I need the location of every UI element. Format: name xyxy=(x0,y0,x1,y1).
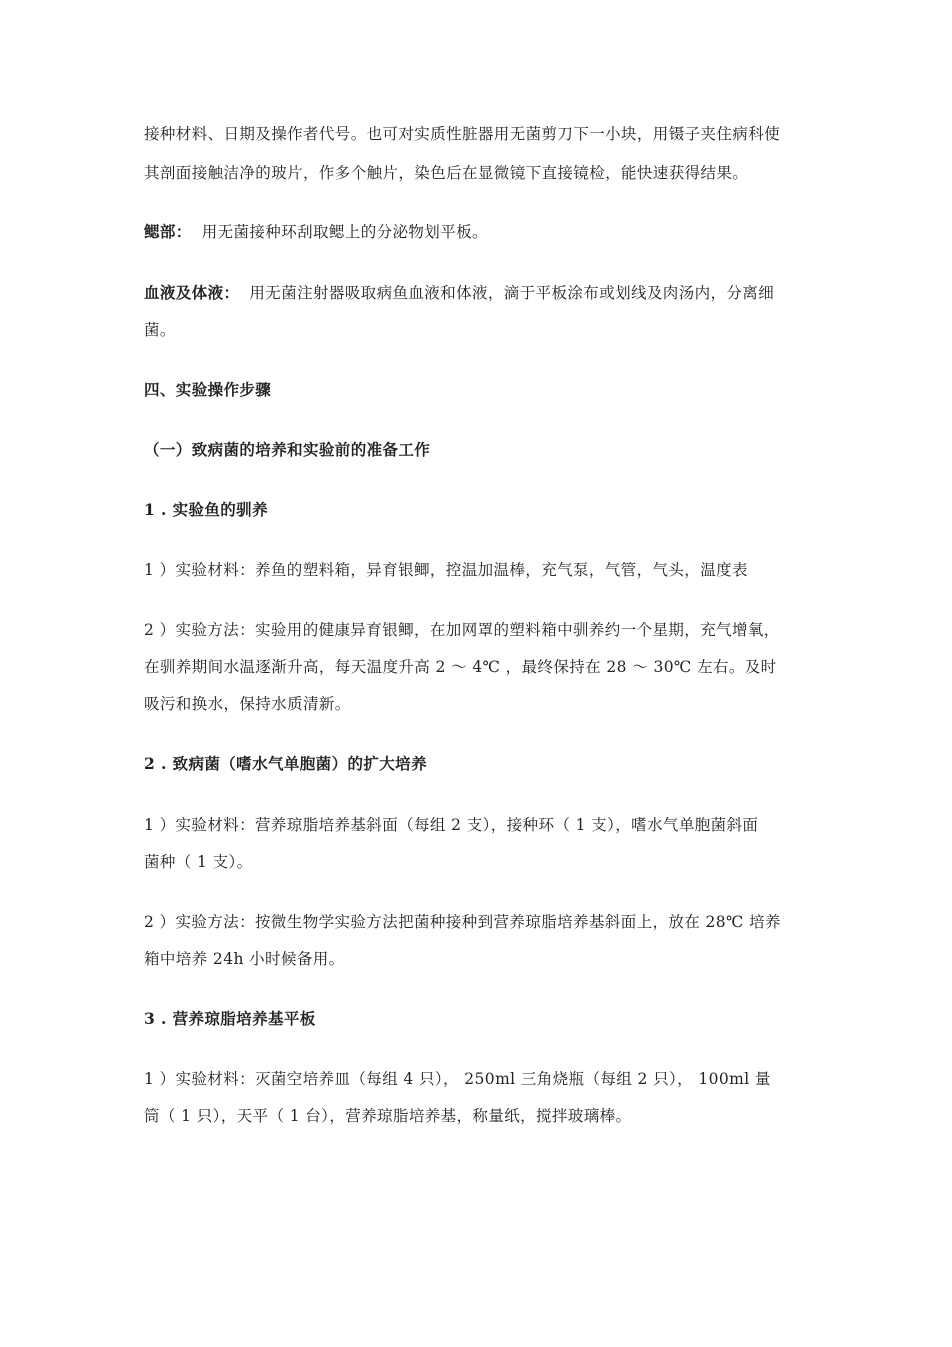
paragraph-line: 1 ）实验材料：养鱼的塑料箱，异育银鲫，控温加温棒，充气泵，气管，气头，温度表 xyxy=(144,561,748,579)
paragraph-line: 接种材料、日期及操作者代号。也可对实质性脏器用无菌剪刀下一小块，用镊子夹住病科使 xyxy=(144,125,781,143)
gill-text: 用无菌接种环刮取鳃上的分泌物划平板。 xyxy=(201,223,488,241)
blood-paragraph xyxy=(144,283,816,303)
item-heading: 3 . 营养琼脂培养基平板 xyxy=(144,1009,316,1028)
blood-text: 用无菌注射器吸取病鱼血液和体液，滴于平板涂布或划线及肉汤内，分离细 xyxy=(249,284,775,302)
gill-label: 鳃部： xyxy=(144,222,192,241)
subsection-heading: （一）致病菌的培养和实验前的准备工作 xyxy=(144,440,431,459)
item-heading: 1 . 实验鱼的驯养 xyxy=(144,500,268,519)
paragraph-line: 吸污和换水，保持水质清新。 xyxy=(144,695,351,713)
paragraph-line: 其剖面接触洁净的玻片，作多个触片，染色后在显微镜下直接镜检，能快速获得结果。 xyxy=(144,164,749,182)
gill-paragraph xyxy=(144,222,816,242)
paragraph-line: 2 ）实验方法：实验用的健康异育银鲫，在加网罩的塑料箱中驯养约一个星期，充气增氧， xyxy=(144,621,780,639)
paragraph-line: 1 ）实验材料：营养琼脂培养基斜面（每组 2 支），接种环（ 1 支），嗜水气单胞菌斜面 xyxy=(144,816,759,834)
item-heading: 2 . 致病菌（嗜水气单胞菌）的扩大培养 xyxy=(144,754,427,773)
paragraph-line: 1 ）实验材料：灭菌空培养皿（每组 4 只）， 250ml 三角烧瓶（每组 2 只）， 100ml 量 xyxy=(144,1070,771,1088)
paragraph-line: 菌。 xyxy=(144,321,176,339)
paragraph-line: 2 ）实验方法：按微生物学实验方法把菌种接种到营养琼脂培养基斜面上，放在 28℃ 培养 xyxy=(144,913,781,931)
paragraph-line: 菌种（ 1 支）。 xyxy=(144,853,253,871)
blood-label: 血液及体液： xyxy=(144,283,240,302)
paragraph-line: 在驯养期间水温逐渐升高，每天温度升高 2 ～ 4℃ ，最终保持在 28 ～ 30℃ 左右。及时 xyxy=(144,658,777,676)
section-heading: 四、实验操作步骤 xyxy=(144,380,272,399)
paragraph-line: 箱中培养 24h 小时候备用。 xyxy=(144,950,345,968)
paragraph-line: 筒（ 1 只），天平（ 1 台），营养琼脂培养基，称量纸，搅拌玻璃棒。 xyxy=(144,1107,632,1125)
